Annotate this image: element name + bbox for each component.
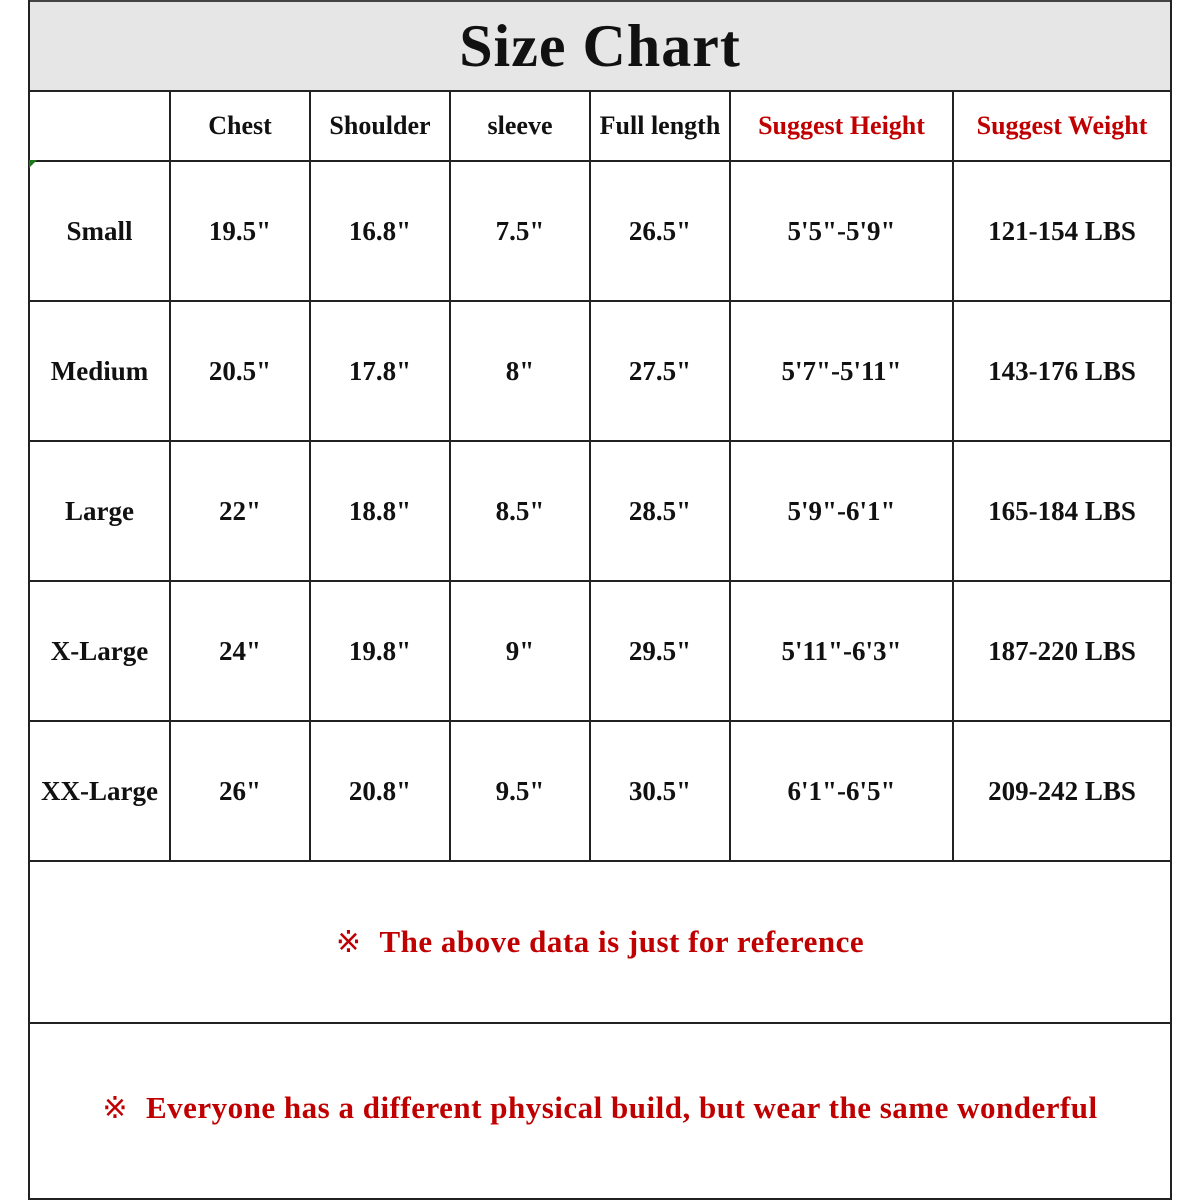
header-full-length: Full length	[590, 92, 730, 161]
shoulder-value: 16.8"	[310, 161, 450, 301]
header-suggest-height: Suggest Height	[730, 92, 953, 161]
size-label: Large	[30, 441, 170, 581]
reference-note-text: The above data is just for reference	[379, 924, 865, 959]
header-size-column	[30, 92, 170, 161]
table-row	[30, 441, 1170, 581]
title-bar	[30, 0, 1170, 92]
header-sleeve: sleeve	[450, 92, 590, 161]
chest-value: 20.5"	[170, 301, 310, 441]
height-value: 5'7"-5'11"	[730, 301, 953, 441]
reference-mark-icon: ※	[335, 924, 362, 960]
full-length-value: 26.5"	[590, 161, 730, 301]
full-length-value: 28.5"	[590, 441, 730, 581]
build-note	[30, 1024, 1170, 1200]
size-chart-sheet	[28, 0, 1172, 1200]
sleeve-value: 8"	[450, 301, 590, 441]
shoulder-value: 17.8"	[310, 301, 450, 441]
height-value: 5'11"-6'3"	[730, 581, 953, 721]
height-value: 6'1"-6'5"	[730, 721, 953, 861]
shoulder-value: 18.8"	[310, 441, 450, 581]
chest-value: 22"	[170, 441, 310, 581]
weight-value: 187-220 LBS	[953, 581, 1170, 721]
reference-mark-icon: ※	[102, 1090, 128, 1126]
size-label: XX-Large	[30, 721, 170, 861]
sleeve-value: 9"	[450, 581, 590, 721]
weight-value: 165-184 LBS	[953, 441, 1170, 581]
chest-value: 19.5"	[170, 161, 310, 301]
header-row	[30, 92, 1170, 161]
size-label: Medium	[30, 301, 170, 441]
build-note-text: Everyone has a different physical build, but wear the same wonderful	[145, 1090, 1098, 1125]
chest-value: 26"	[170, 721, 310, 861]
sleeve-value: 9.5"	[450, 721, 590, 861]
page-title: Size Chart	[459, 12, 741, 79]
corner-mark	[29, 160, 37, 168]
header-chest: Chest	[170, 92, 310, 161]
weight-value: 209-242 LBS	[953, 721, 1170, 861]
height-value: 5'9"-6'1"	[730, 441, 953, 581]
table-row	[30, 721, 1170, 861]
header-shoulder: Shoulder	[310, 92, 450, 161]
weight-value: 121-154 LBS	[953, 161, 1170, 301]
sleeve-value: 7.5"	[450, 161, 590, 301]
header-suggest-weight: Suggest Weight	[953, 92, 1170, 161]
height-value: 5'5"-5'9"	[730, 161, 953, 301]
size-label: X-Large	[30, 581, 170, 721]
weight-value: 143-176 LBS	[953, 301, 1170, 441]
table-row	[30, 581, 1170, 721]
full-length-value: 30.5"	[590, 721, 730, 861]
shoulder-value: 20.8"	[310, 721, 450, 861]
reference-note	[30, 862, 1170, 1024]
size-table	[30, 92, 1170, 862]
sleeve-value: 8.5"	[450, 441, 590, 581]
size-label: Small	[30, 161, 170, 301]
table-row	[30, 161, 1170, 301]
full-length-value: 27.5"	[590, 301, 730, 441]
chest-value: 24"	[170, 581, 310, 721]
table-row	[30, 301, 1170, 441]
shoulder-value: 19.8"	[310, 581, 450, 721]
full-length-value: 29.5"	[590, 581, 730, 721]
